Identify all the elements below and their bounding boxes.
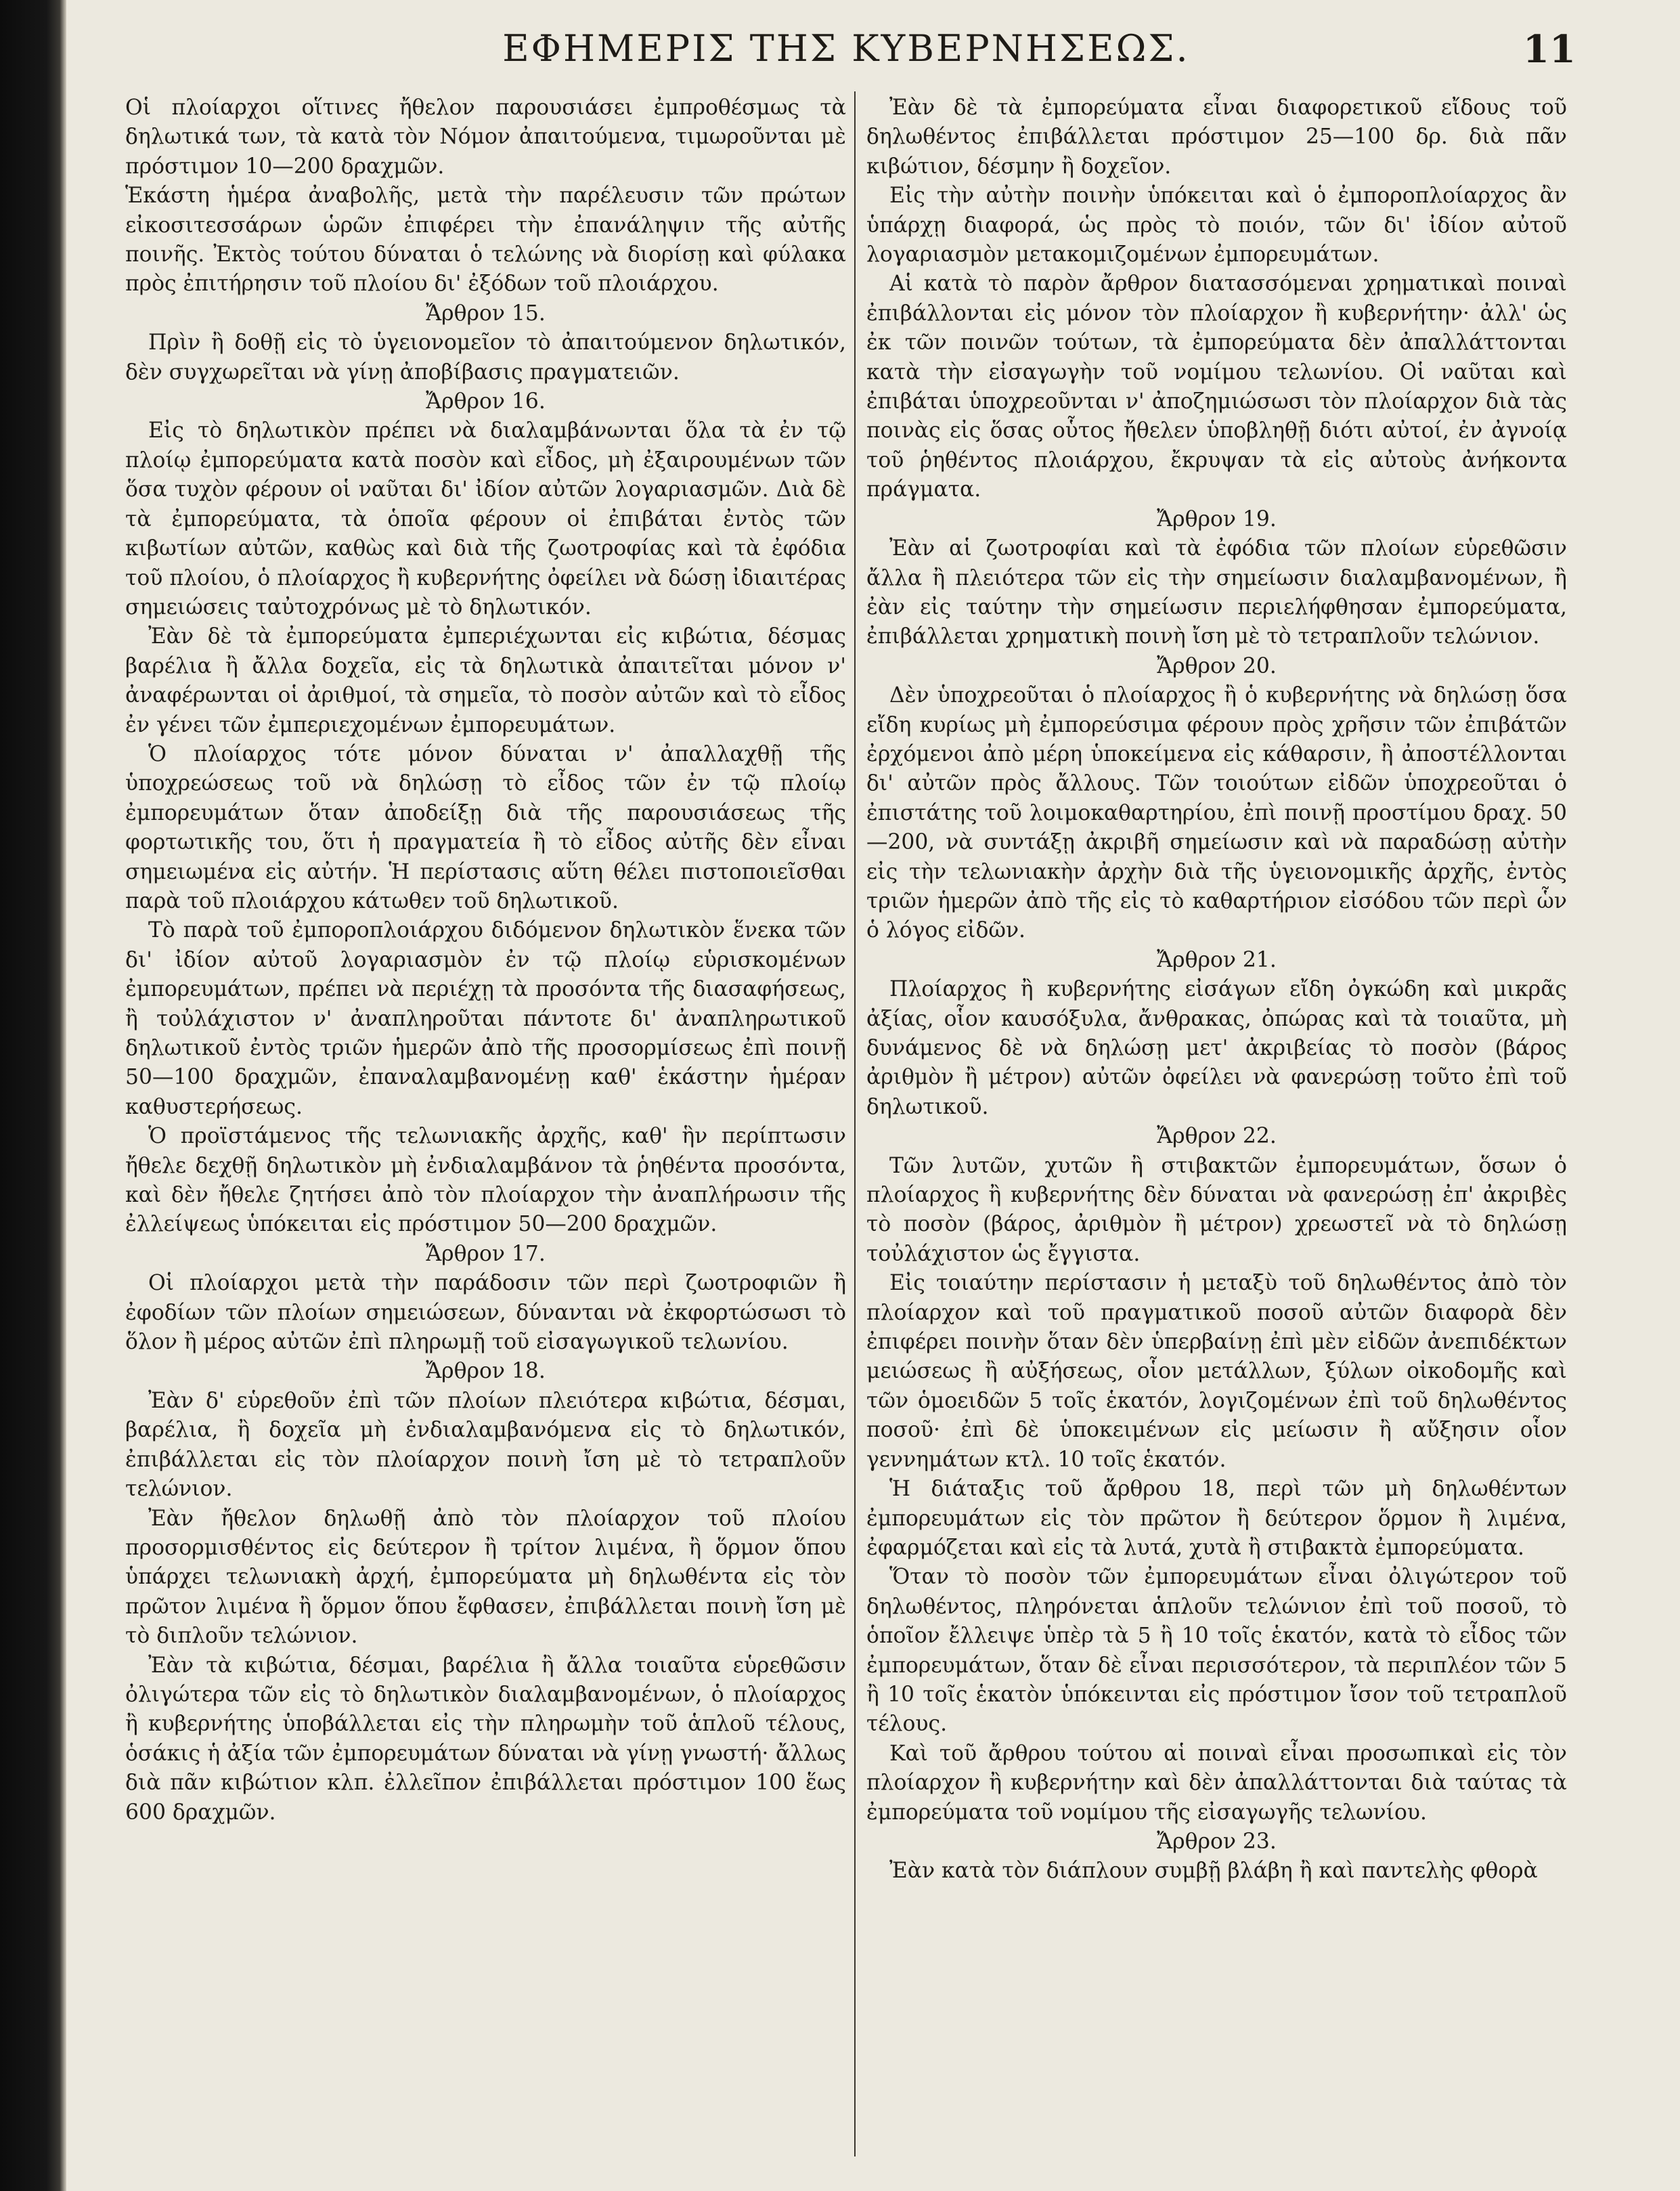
paragraph: Ὁ προϊστάμενος τῆς τελωνιακῆς ἀρχῆς, καθ' ἣν περίπτωσιν ἤθελε δεχθῇ δηλωτικὸν μὴ ἐνδιαλαμβάνον τὰ ῥηθέντα προσόντα, καὶ δὲν ἤθελε ζητήσει ἀπὸ τὸν πλοίαρχον τὴν ἀναπλήρωσιν τῆς ἐλλείψεως ὑπόκειται εἰς πρόστιμον 50—200 δραχμῶν. [125, 1124, 846, 1237]
paragraph: Πρὶν ἢ δοθῇ εἰς τὸ ὑγειονομεῖον τὸ ἀπαιτούμενον δηλωτικόν, δὲν συγχωρεῖται νὰ γίνῃ ἀποβίβασις πραγματειῶν. [125, 330, 846, 385]
paragraph: Δὲν ὑποχρεοῦται ὁ πλοίαρχος ἢ ὁ κυβερνήτης νὰ δηλώσῃ ὅσα εἴδη κυρίως μὴ ἐμπορεύσιμα φέρουν πρὸς χρῆσιν τῶν ἐπιβάτῶν ἐρχόμενοι ἀπὸ μέρη ὑποκείμενα εἰς κάθαρσιν, ἢ ἀποστέλλονται δι' αὐτῶν πρὸς ἄλλους. Τῶν τοιούτων εἰδῶν ὑποχρεοῦται ὁ ἐπιστάτης τοῦ λοιμοκαθαρτηρίου, ἐπὶ ποινῇ προστίμου δραχ. 50—200, νὰ συντάξῃ ἀκριβῆ σημείωσιν καὶ νὰ παραδώσῃ αὐτὴν εἰς τὴν τελωνιακὴν ἀρχὴν διὰ τῆς ὑγειονομικῆς ἀρχῆς, ἐντὸς τριῶν ἡμερῶν ἀπὸ τῆς εἰς τὸ καθαρτήριον εἰσόδου τῶν περὶ ὧν ὁ λόγος εἰδῶν. [866, 683, 1567, 943]
paragraph: Εἰς τὸ δηλωτικὸν πρέπει νὰ διαλαμβάνωνται ὅλα τὰ ἐν τῷ πλοίῳ ἐμπορεύματα κατὰ ποσὸν καὶ εἶδος, μὴ ἐξαιρουμένων τῶν ὅσα τυχὸν φέρουν οἱ ναῦται δι' ἰδίον αὐτῶν λογαριασμῶν. Διὰ δὲ τὰ ἐμπορεύματα, τὰ ὁποῖα φέρουν οἱ ἐπιβάται ἐντὸς τῶν κιβωτίων αὐτῶν, καθὼς καὶ διὰ τῆς ζωοτροφίας καὶ τὰ ἐφόδια τοῦ πλοίου, ὁ πλοίαρχος ἢ κυβερνήτης ὀφείλει νὰ δώσῃ ἰδιαιτέρας σημειώσεις ταὐτοχρόνως μὲ τὸ δηλωτικόν. [125, 418, 846, 620]
paragraph: Αἱ κατὰ τὸ παρὸν ἄρθρον διατασσόμεναι χρηματικαὶ ποιναὶ ἐπιβάλλονται εἰς μόνον τὸν πλοίαρχον ἢ κυβερνήτην· ἀλλ' ὡς ἐκ τῶν ποινῶν τούτων, τὰ ἐμπορεύματα δὲν ἀπαλλάττονται κατὰ τὴν εἰσαγωγὴν τοῦ νομίμου τελωνίου. Οἱ ναῦται καὶ ἐπιβάται ὑποχρεοῦνται ν' ἀποζημιώσωσι τὸν πλοίαρχον διὰ τὰς ποινὰς εἰς ὅσας οὗτος ἤθελεν ὑποβληθῇ διότι αὐτοί, ἐν ἀγνοίᾳ τοῦ ῥηθέντος πλοιάρχου, ἔκρυψαν τὰ εἰς αὐτοὺς ἀνήκοντα πράγματα. [866, 272, 1567, 502]
paragraph: Τὸ παρὰ τοῦ ἐμποροπλοιάρχου διδόμενον δηλωτικὸν ἕνεκα τῶν δι' ἰδίον αὐτοῦ λογαριασμὸν ἐν τῷ πλοίῳ εὑρισκομένων ἐμπορευμάτων, πρέπει νὰ περιέχῃ τὰ προσόντα τῆς διασαφήσεως, ἢ τοὐλάχιστον ν' ἀναπληροῦται πάντοτε δι' ἀναπληρωτικοῦ δηλωτικοῦ ἐντὸς τριῶν ἡμερῶν ἀπὸ τῆς προσορμίσεως ἐπὶ ποινῇ 50—100 δραχμῶν, ἐπαναλαμβανομένῃ καθ' ἑκάστην ἡμέραν καθυστερήσεως. [125, 918, 846, 1119]
column-divider [854, 91, 856, 2156]
article-heading: Ἄρθρον 19. [1157, 506, 1277, 532]
article-heading: Ἄρθρον 18. [426, 1359, 546, 1384]
paragraph: Πλοίαρχος ἢ κυβερνήτης εἰσάγων εἴδη ὀγκώδη καὶ μικρᾶς ἀξίας, οἷον καυσόξυλα, ἄνθρακας, ὀπώρας καὶ τὰ τοιαῦτα, μὴ δυνάμενος δὲ νὰ δηλώσῃ μετ' ἀκριβείας τὸ ποσὸν (βάρος ἀριθμὸν ἢ μέτρον) αὐτῶν ὀφείλει νὰ φανερώσῃ τοῦτο ἐπὶ τοῦ δηλωτικοῦ. [866, 977, 1567, 1119]
paragraph: Ἡ διάταξις τοῦ ἄρθρου 18, περὶ τῶν μὴ δηλωθέντων ἐμπορευμάτων εἰς τὸν πρῶτον ἢ δεύτερον ὅρμον ἢ λιμένα, ἐφαρμόζεται καὶ εἰς τὰ λυτά, χυτὰ ἢ στιβακτὰ ἐμπορεύματα. [866, 1477, 1567, 1560]
article-heading: Ἄρθρον 20. [1157, 653, 1277, 678]
paragraph: Τῶν λυτῶν, χυτῶν ἢ στιβακτῶν ἐμπορευμάτων, ὅσων ὁ πλοίαρχος ἢ κυβερνήτης δὲν δύναται νὰ φανερώσῃ ἐπ' ἀκριβὲς τὸ ποσὸν (βάρος, ἀριθμὸν ἢ μέτρον) χρεωστεῖ νὰ τὸ δηλώσῃ τοὐλάχιστον ὡς ἔγγιστα. [866, 1153, 1567, 1266]
paragraph: Ὅταν τὸ ποσὸν τῶν ἐμπορευμάτων εἶναι ὀλιγώτερον τοῦ δηλωθέντος, πληρόνεται ἁπλοῦν τελώνιον ἐπὶ τοῦ ποσοῦ, τὸ ὁποῖον ἔλλειψε ὑπὲρ τὰ 5 ἢ 10 τοῖς ἑκατόν, κατὰ τὸ εἶδος τῶν ἐμπορευμάτων, ὅταν δὲ εἶναι περισσότερον, τὰ περιπλέον τῶν 5 ἢ 10 τοῖς ἑκατὸν ὑπόκεινται εἰς πρόστιμον ἴσον τοῦ τετραπλοῦ τέλους. [866, 1565, 1567, 1737]
paragraph: Ἐὰν δὲ τὰ ἐμπορεύματα εἶναι διαφορετικοῦ εἴδους τοῦ δηλωθέντος ἐπιβάλλεται πρόστιμον 25—100 δρ. διὰ πᾶν κιβώτιον, δέσμην ἢ δοχεῖον. [866, 95, 1567, 179]
paragraph: Ἐὰν κατὰ τὸν διάπλουν συμβῇ βλάβη ἢ καὶ παντελὴς φθορὰ [889, 1859, 1538, 1884]
article-heading: Ἄρθρον 22. [1157, 1124, 1277, 1149]
paragraph: Οἱ πλοίαρχοι οἵτινες ἤθελον παρουσιάσει ἐμπροθέσμως τὰ δηλωτικά των, τὰ κατὰ τὸν Νόμον ἀπαιτούμενα, τιμωροῦνται μὲ πρόστιμον 10—200 δραχμῶν. [125, 95, 846, 179]
page-number: 11 [1523, 27, 1576, 72]
article-heading: Ἄρθρον 16. [426, 389, 546, 414]
paragraph: Ὁ πλοίαρχος τότε μόνον δύναται ν' ἀπαλλαχθῇ τῆς ὑποχρεώσεως τοῦ νὰ δηλώσῃ τὸ εἶδος τῶν ἐν τῷ πλοίῳ ἐμπορευμάτων ὅταν ἀποδείξῃ διὰ τῆς παρουσιάσεως τῆς φορτωτικῆς του, ὅτι ἡ πραγματεία ἢ τὸ εἶδος αὐτῆς δὲν εἶναι σημειωμένα εἰς αὐτήν. Ἡ περίστασις αὕτη θέλει πιστοποιεῖσθαι παρὰ τοῦ πλοιάρχου κάτωθεν τοῦ δηλωτικοῦ. [125, 741, 846, 913]
paragraph: Ἐὰν δὲ τὰ ἐμπορεύματα ἐμπεριέχωνται εἰς κιβώτια, δέσμας βαρέλια ἢ ἄλλα δοχεῖα, εἰς τὰ δηλωτικὰ ἀπαιτεῖται μόνον ν' ἀναφέρωνται οἱ ἀριθμοί, τὰ σημεῖα, τὸ ποσὸν αὐτῶν καὶ τὸ εἶδος ἐν γένει τῶν ἐμπεριεχομένων ἐμπορευμάτων. [125, 624, 846, 737]
article-heading: Ἄρθρον 23. [1157, 1829, 1277, 1854]
paragraph: Ἐὰν αἱ ζωοτροφίαι καὶ τὰ ἐφόδια τῶν πλοίων εὑρεθῶσιν ἄλλα ἢ πλειότερα τῶν εἰς τὴν σημείωσιν διαλαμβανομένων, ἢ ἐὰν εἰς ταύτην τὴν σημείωσιν περιελήφθησαν ἐμπορεύματα, ἐπιβάλλεται χρηματικὴ ποινὴ ἴση μὲ τὸ τετραπλοῦν τελώνιον. [866, 536, 1567, 649]
book-binding-edge [0, 0, 66, 2191]
article-heading: Ἄρθρον 15. [426, 301, 546, 326]
article-heading: Ἄρθρον 21. [1157, 947, 1277, 972]
paragraph: Εἰς τὴν αὐτὴν ποινὴν ὑπόκειται καὶ ὁ ἐμποροπλοίαρχος ἂν ὑπάρχῃ διαφορά, ὡς πρὸς τὸ ποιόν, τῶν δι' ἰδίον αὐτοῦ λογαριασμὸν μετακομιζομένων ἐμπορευμάτων. [866, 183, 1567, 267]
right-column [866, 93, 1567, 1886]
newspaper-title: ΕΦΗΜΕΡΙΣ ΤΗΣ ΚΥΒΕΡΝΗΣΕΩΣ. [502, 27, 1190, 70]
paragraph: Ἐὰν ἤθελον δηλωθῇ ἀπὸ τὸν πλοίαρχον τοῦ πλοίου προσορμισθέντος εἰς δεύτερον ἢ τρίτον λιμένα, ἢ ὅρμον ὅπου ὑπάρχει τελωνιακὴ ἀρχή, ἐμπορεύματα μὴ δηλωθέντα εἰς τὸν πρῶτον λιμένα ἢ ὅρμον ὅπου ἔφθασεν, ἐπιβάλλεται ποινὴ ἴση μὲ τὸ διπλοῦν τελώνιον. [125, 1506, 846, 1649]
article-heading: Ἄρθρον 17. [426, 1241, 546, 1266]
left-column [125, 93, 846, 1827]
paragraph: Καὶ τοῦ ἄρθρου τούτου αἱ ποιναὶ εἶναι προσωπικαὶ εἰς τὸν πλοίαρχον ἢ κυβερνήτην καὶ δὲν ἀπαλλάττονται διὰ ταύτας τὰ ἐμπορεύματα τοῦ νομίμου τῆς εἰσαγωγῆς τελωνίου. [866, 1741, 1567, 1825]
paragraph: Οἱ πλοίαρχοι μετὰ τὴν παράδοσιν τῶν περὶ ζωοτροφιῶν ἢ ἐφοδίων τῶν πλοίων σημειώσεων, δύνανται νὰ ἐκφορτώσωσι τὸ ὅλον ἢ μέρος αὐτῶν ἐπὶ πληρωμῇ τοῦ εἰσαγωγικοῦ τελωνίου. [125, 1271, 846, 1355]
paragraph: Ἑκάστη ἡμέρα ἀναβολῆς, μετὰ τὴν παρέλευσιν τῶν πρώτων εἰκοσιτεσσάρων ὡρῶν ἐπιφέρει τὴν ἐπανάληψιν τῆς αὐτῆς ποινῆς. Ἐκτὸς τούτου δύναται ὁ τελώνης νὰ διορίσῃ καὶ φύλακα πρὸς ἐπιτήρησιν τοῦ πλοίου δι' ἐξόδων τοῦ πλοιάρχου. [125, 183, 846, 297]
paragraph: Ἐὰν τὰ κιβώτια, δέσμαι, βαρέλια ἢ ἄλλα τοιαῦτα εὑρεθῶσιν ὀλιγώτερα τῶν εἰς τὸ δηλωτικὸν διαλαμβανομένων, ὁ πλοίαρχος ἢ κυβερνήτης ὑποβάλλεται εἰς τὴν πληρωμὴν τοῦ ἁπλοῦ τέλους, ὁσάκις ἡ ἀξία τῶν ἐμπορευμάτων δύναται νὰ γίνῃ γνωστή· ἄλλως διὰ πᾶν κιβώτιον κλπ. ἐλλεῖπον ἐπιβάλλεται πρόστιμον 100 ἕως 600 δραχμῶν. [125, 1653, 846, 1825]
paragraph: Ἐὰν δ' εὑρεθοῦν ἐπὶ τῶν πλοίων πλειότερα κιβώτια, δέσμαι, βαρέλια, ἢ δοχεῖα μὴ ἐνδιαλαμβανόμενα εἰς τὸ δηλωτικόν, ἐπιβάλλεται εἰς τὸν πλοίαρχον ποινὴ ἴση μὲ τὸ τετραπλοῦν τελώνιον. [125, 1388, 846, 1502]
paragraph: Εἰς τοιαύτην περίστασιν ἡ μεταξὺ τοῦ δηλωθέντος ἀπὸ τὸν πλοίαρχον καὶ τοῦ πραγματικοῦ ποσοῦ αὐτῶν διαφορὰ δὲν ἐπιφέρει ποινὴν ὅταν δὲν ὑπερβαίνῃ ἐπὶ μὲν εἰδῶν ἀνεπιδέκτων μειώσεως ἢ αὐξήσεως, οἷον μετάλλων, ξύλων οἰκοδομῆς καὶ τῶν ὁμοειδῶν 5 τοῖς ἑκατόν, λογιζομένων ἐπὶ τοῦ δηλωθέντος ποσοῦ· ἐπὶ δὲ ὑποκειμένων εἰς μείωσιν ἢ αὔξησιν οἷον γεννημάτων κτλ. 10 τοῖς ἑκατόν. [866, 1271, 1567, 1472]
